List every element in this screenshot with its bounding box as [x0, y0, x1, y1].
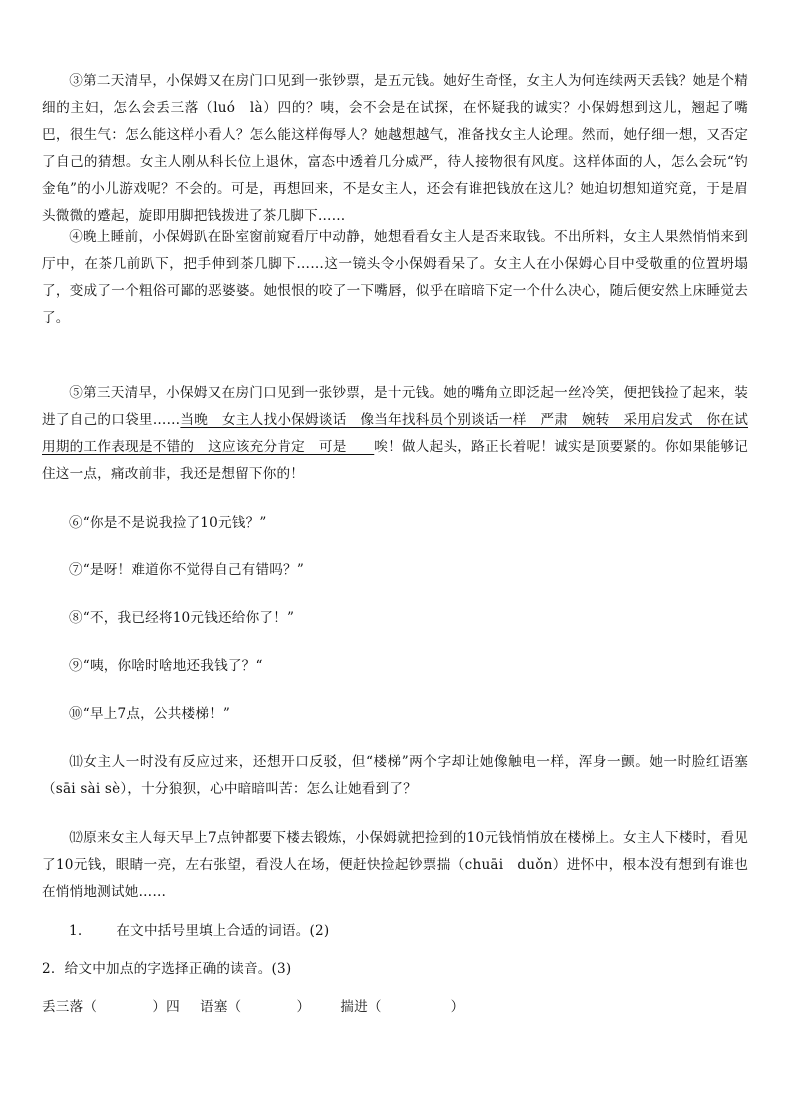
paragraph-8: ⑧“不，我已经将10元钱还给你了！”: [69, 610, 295, 626]
answer-item-3: 揣进（ ）: [340, 999, 465, 1015]
paragraph-5-text-b: 唉！做人起头，路正长着呢！诚实是顶要紧的。你如果能够记住这一点，痛改前非，我还是想留下你的！: [42, 439, 748, 482]
paragraph-6: ⑥“你是不是说我捡了10元钱？”: [69, 515, 267, 531]
question-1-text: 在文中括号里填上合适的词语。(2): [116, 923, 330, 939]
paragraph-3: ③第二天清早，小保姆又在房门口见到一张钞票，是五元钱。她好生奇怪，女主人为何连续两天丢钱？她是个精细的主妇，怎么会丢三落（luó là）四的？咦，会不会是在试探，在怀疑我的诚实？小保姆想到这儿，翘起了嘴巴，很生气：怎么能这样小看人？怎么能这样侮辱人？她越想越气，准备找女主人论理。然而，她仔细一想，又否定了自己的猜想。女主人刚从科长位上退休，富态中透着几分威严，待人接物很有风度。这样体面的人，怎么会玩“钓金龟”的小儿游戏呢？不会的。可是，再想回来，不是女主人，还会有谁把钱放在这儿？她迫切想知道究竟，于是眉头微微的蹙起，旋即用脚把钱拨进了茶几脚下……: [42, 73, 748, 224]
question-1-number: 1.: [69, 923, 83, 939]
paragraph-10: ⑩“早上7点，公共楼梯！”: [69, 706, 231, 722]
paragraph-12: ⑿原来女主人每天早上7点钟都要下楼去锻炼，小保姆就把捡到的10元钱悄悄放在楼梯上。女主人下楼时，看见了10元钱，眼睛一亮，左右张望，看没人在场，便赶快捡起钞票揣（chuāi duǒn）进怀中，根本没有想到有谁也在悄悄地测试她……: [42, 830, 748, 900]
paragraph-5: [42, 380, 748, 488]
paragraph-4: ④晚上睡前，小保姆趴在卧室窗前窥看厅中动静，她想看看女主人是否来取钱。不出所料，女主人果然悄悄来到厅中，在茶几前趴下，把手伸到茶几脚下……这一镜头令小保姆看呆了。女主人在小保姆心目中受敬重的位置坍塌了，变成了一个粗俗可鄙的恶婆婆。她恨恨的咬了一下嘴唇，似乎在暗暗下定一个什么决心，随后便安然上床睡觉去了。: [42, 229, 748, 326]
question-2: 2．给文中加点的字选择正确的读音。(3): [42, 961, 292, 977]
paragraph-5-text-a: ⑤第三天清早，小保姆又在房门口见到一张钞票，是十元钱。她的嘴角立即泛起一丝冷笑，便把钱捡了起来，装进了自己的口袋里……: [42, 385, 748, 428]
answer-item-2: 语塞（ ）: [199, 999, 311, 1015]
paragraph-7: ⑦“是呀！难道你不觉得自己有错吗？”: [69, 562, 304, 578]
paragraph-11: ⑾女主人一时没有反应过来，还想开口反驳，但“楼梯”两个字却让她像触电一样，浑身一颤。她一时脸红语塞（sāi sài sè），十分狼狈，心中暗暗叫苦：怎么让她看到了？: [42, 754, 748, 797]
question-1: [69, 918, 329, 945]
answer-item-1: 丢三落（ ）四: [42, 999, 180, 1015]
paragraph-9: ⑨“咦，你啥时啥地还我钱了？“: [69, 658, 263, 674]
question-2-answer-line: [42, 994, 464, 1021]
paragraph-5-underlined-blank: 当晚 女主人找小保姆谈话 像当年找科员个别谈话一样 严肃 婉转 采用启发式 你在试用期的工作表现是不错的 这应该充分肯定 可是: [42, 412, 749, 455]
